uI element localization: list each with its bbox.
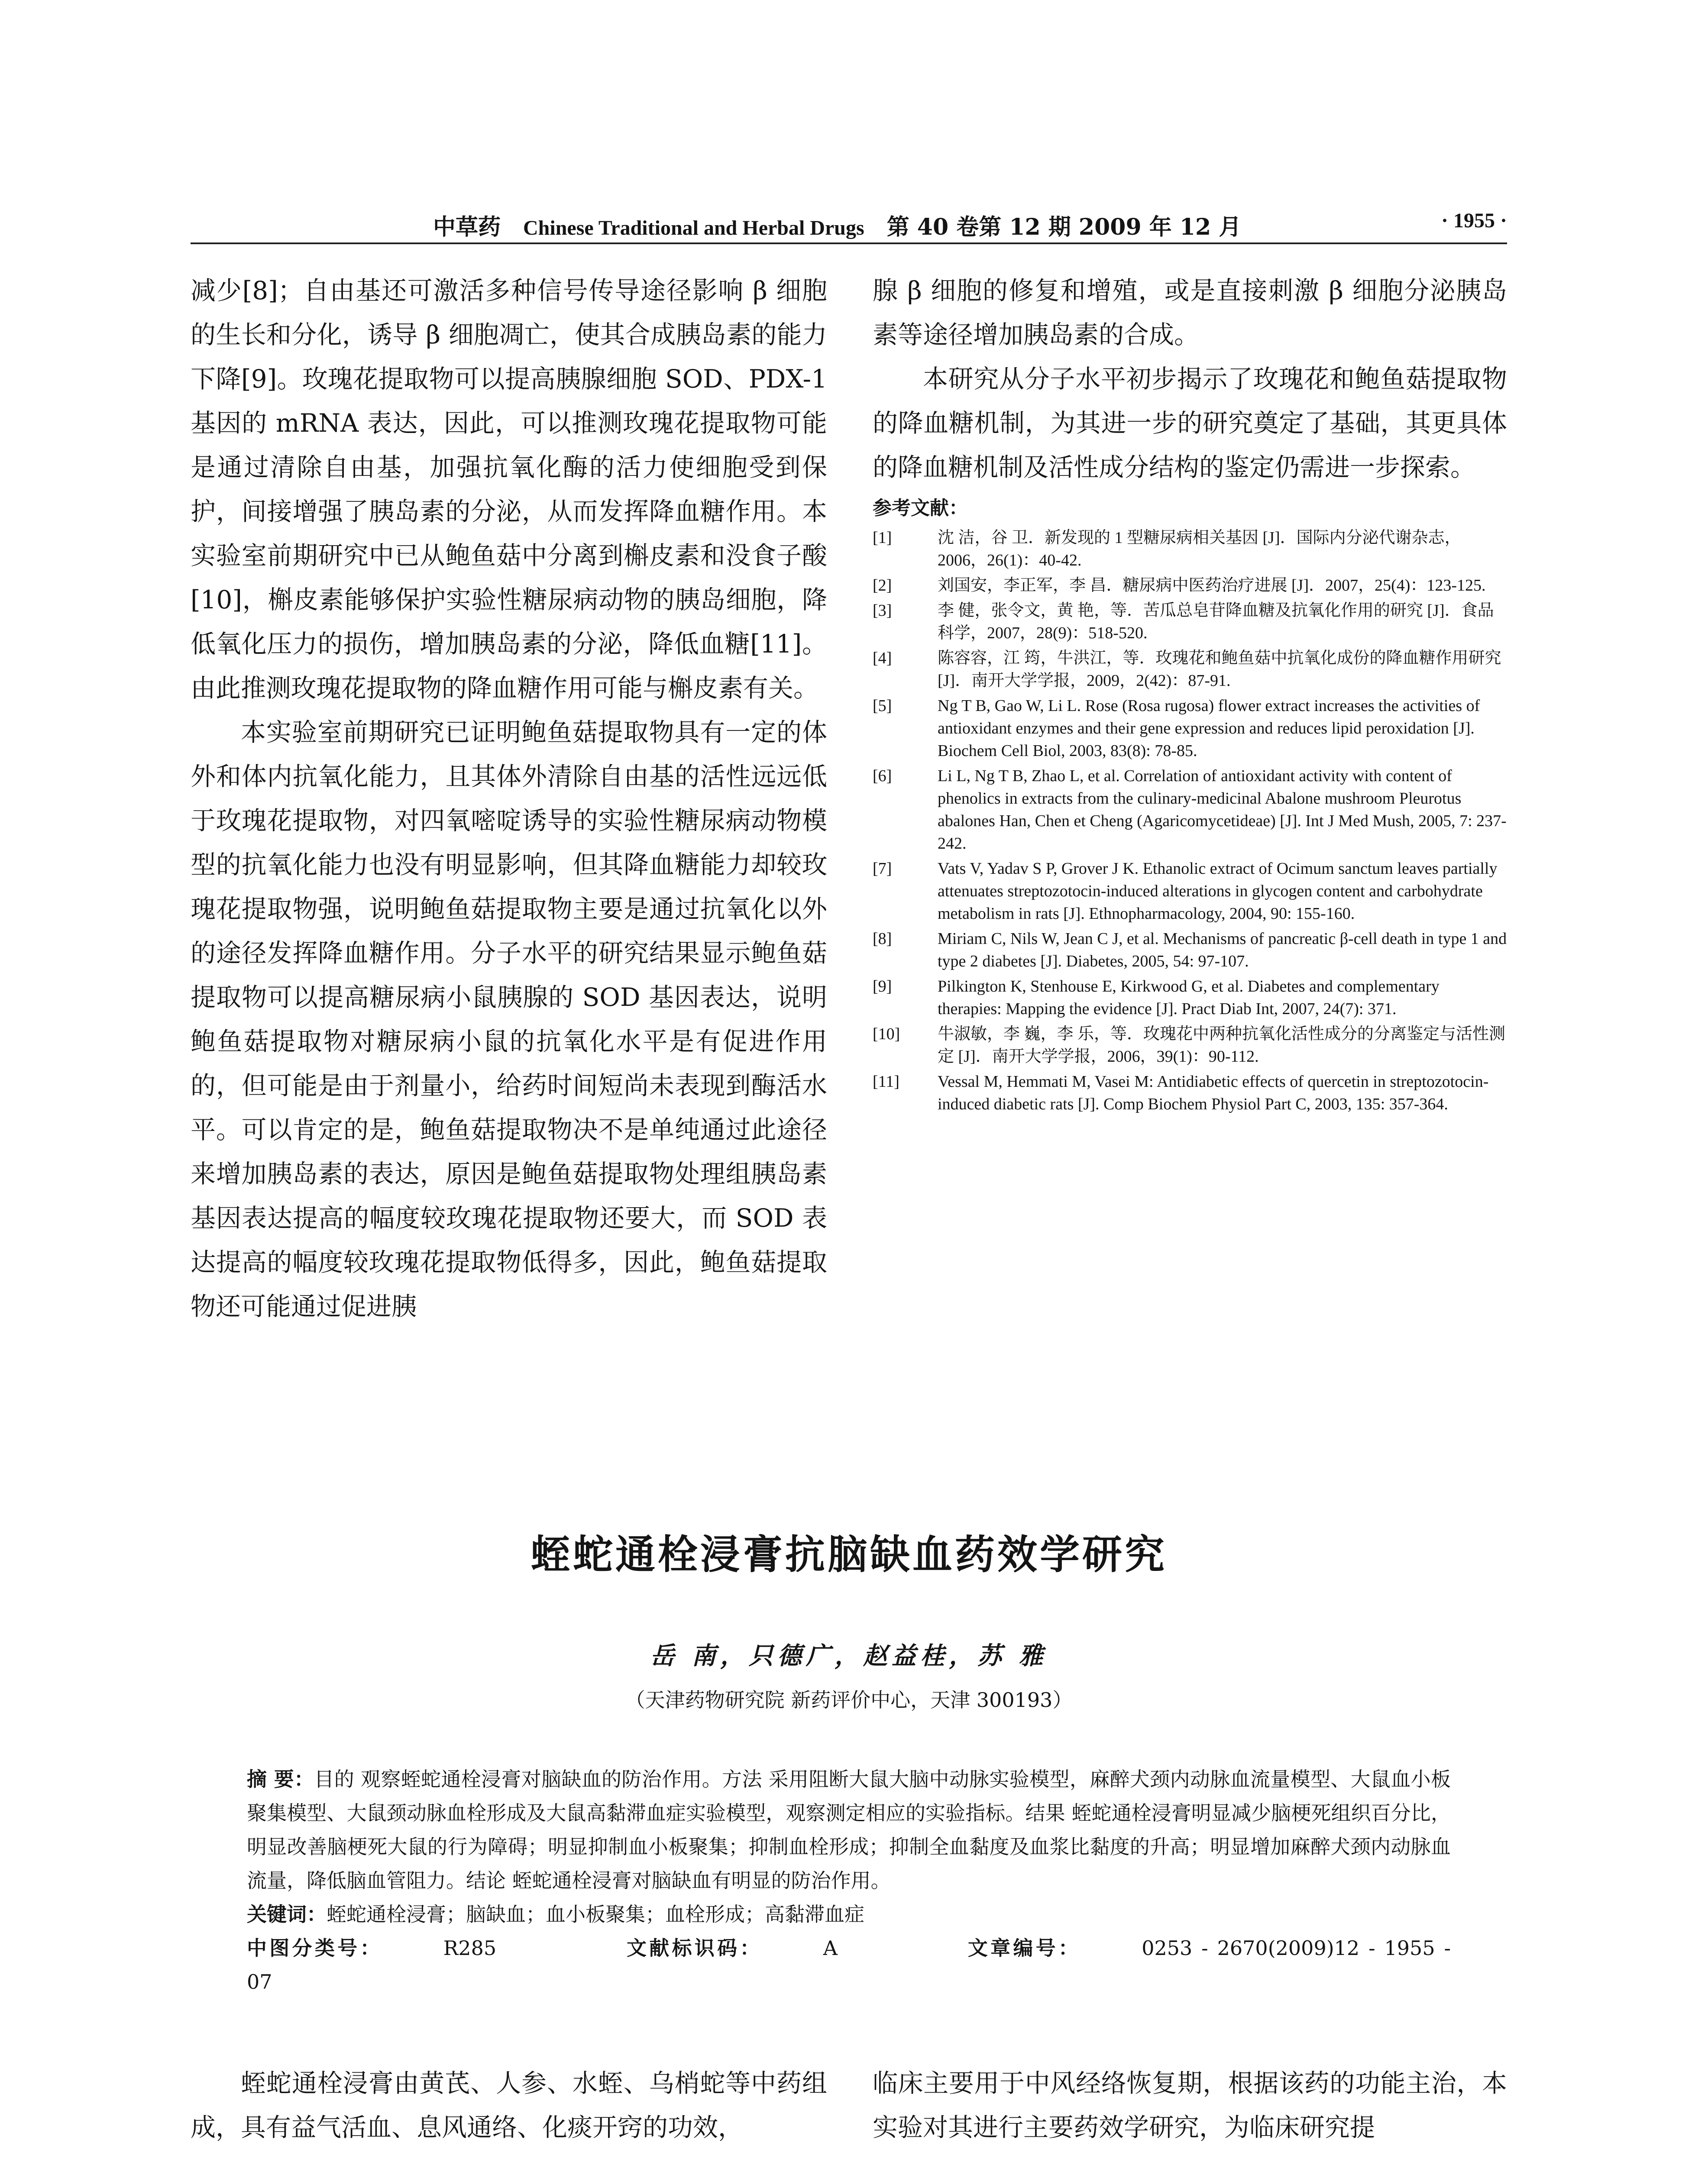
reference-item: [873, 975, 1507, 1020]
reference-number: [3]: [873, 601, 892, 620]
reference-text: Miriam C, Nils W, Jean C J, et al. Mechanisms of pancreatic β-cell death in type 1 and type 2 diabetes [J]. Diabetes, 2005, 54: 97-107.: [938, 930, 1507, 970]
right-column: [873, 268, 1507, 1118]
article-no-label: 文章编号：: [967, 1936, 1081, 1960]
doc-code-label: 文献标识码：: [627, 1936, 763, 1960]
reference-number: [9]: [873, 977, 892, 995]
reference-number: [1]: [873, 529, 892, 547]
article-body-left: [191, 2061, 827, 2149]
reference-text: Vats V, Yadav S P, Grover J K. Ethanolic extract of Ocimum sanctum leaves partially attenuates streptozotocin-induced alterations in glycogen content and carbohydrate metabolism in rats [J]. Ethnopharmacology, 2004, 90: 155-160.: [938, 860, 1498, 923]
reference-item: [873, 857, 1507, 925]
keywords-label: 关键词：: [247, 1903, 327, 1926]
reference-number: [6]: [873, 767, 892, 785]
keywords-line: [247, 1897, 1451, 1931]
clc-field: [247, 1936, 557, 1960]
article-title: 蛭蛇通栓浸膏抗脑缺血药效学研究: [530, 1531, 1167, 1578]
paragraph: 本研究从分子水平初步揭示了玫瑰花和鲍鱼菇提取物的降血糖机制，为其进一步的研究奠定了基础，其更具体的降血糖机制及活性成分结构的鉴定仍需进一步探索。: [873, 364, 1507, 482]
left-column: [191, 268, 827, 1328]
abstract-text: 目的 观察蛭蛇通栓浸膏对脑缺血的防治作用。方法 采用阻断大鼠大脑中动脉实验模型，麻醉犬颈内动脉血流量模型、大鼠血小板聚集模型、大鼠颈动脉血栓形成及大鼠高黏滞血症实验模型，观察测定相应的实验指标。结果 蛭蛇通栓浸膏明显减少脑梗死组织百分比，明显改善脑梗死大鼠的行为障碍；明显抑制血小板聚集；抑制血栓形成；抑制全血黏度及血浆比黏度的升高；明显增加麻醉犬颈内动脉血流量，降低脑血管阻力。结论 蛭蛇通栓浸膏对脑缺血有明显的防治作用。: [247, 1768, 1451, 1892]
reference-item: [873, 927, 1507, 973]
abstract: [247, 1762, 1451, 1897]
keywords: 蛭蛇通栓浸膏；脑缺血；血小板聚集；血栓形成；高黏滞血症: [327, 1903, 864, 1926]
issue-info: 第 40 卷第 12 期 2009 年 12 月: [886, 214, 1242, 240]
reference-number: [4]: [873, 649, 892, 667]
abstract-label: 摘 要：: [247, 1768, 314, 1791]
reference-text: 陈容容，江 筠，牛洪江，等．玫瑰花和鲍鱼菇中抗氧化成份的降血糖作用研究 [J]．南开大学学报，2009，2(42)：87-91.: [938, 649, 1501, 690]
paragraph: 腺 β 细胞的修复和增殖，或是直接刺激 β 细胞分泌胰岛素等途径增加胰岛素的合成。: [873, 276, 1507, 349]
reference-number: [8]: [873, 930, 892, 948]
doc-code-field: [627, 1936, 898, 1960]
journal-name-cn: 中草药: [433, 214, 501, 240]
reference-number: [5]: [873, 697, 892, 715]
abstract-block: [247, 1762, 1451, 1999]
reference-number: [10]: [873, 1025, 900, 1043]
reference-item: [873, 527, 1507, 572]
reference-text: Li L, Ng T B, Zhao L, et al. Correlation of antioxidant activity with content of phenolics in extracts from the culinary-medicinal Abalone mushroom Pleurotus abalones Han, Chen et Cheng (Agaricomycetideae) [J]. Int J Med Mush, 2005, 7: 237-242.: [938, 767, 1507, 853]
reference-item: [873, 1070, 1507, 1115]
reference-number: [7]: [873, 860, 892, 878]
references-heading: 参考文献：: [873, 497, 968, 519]
reference-text: 刘国安，李正军，李 昌．糖尿病中医药治疗进展 [J]．2007，25(4)：123-125.: [938, 576, 1486, 595]
journal-name-en: Chinese Traditional and Herbal Drugs: [523, 216, 864, 239]
article-authors: 岳 南，只德广，赵益桂，苏 雅: [650, 1642, 1048, 1670]
reference-item: [873, 695, 1507, 762]
reference-item: [873, 574, 1507, 597]
reference-text: 牛淑敏，李 巍，李 乐，等．玫瑰花中两种抗氧化活性成分的分离鉴定与活性测定 [J]．南开大学学报，2006，39(1)：90-112.: [938, 1025, 1506, 1066]
article-affiliation: （天津药物研究院 新药评价中心，天津 300193）: [625, 1688, 1073, 1712]
reference-text: 李 健，张令文，黄 艳，等．苦瓜总皂苷降血糖及抗氧化作用的研究 [J]．食品科学，2007，28(9)：518-520.: [938, 601, 1494, 642]
classification-line: [247, 1931, 1451, 1999]
clc-label: 中图分类号：: [247, 1936, 383, 1960]
reference-number: [11]: [873, 1073, 899, 1091]
reference-item: [873, 647, 1507, 692]
article-no-value: 0253 - 2670(2009)12 - 1955 - 07: [247, 1936, 1451, 1994]
paragraph: 减少[8]；自由基还可激活多种信号传导途径影响 β 细胞的生长和分化，诱导 β 细胞凋亡，使其合成胰岛素的能力下降[9]。玫瑰花提取物可以提高胰腺细胞 SOD、PDX-1 基因的 mRNA 表达，因此，可以推测玫瑰花提取物可能是通过清除自由基，加强抗氧化酶的活力使细胞受到保护，间接增强了胰岛素的分泌，从而发挥降血糖作用。本实验室前期研究中已从鲍鱼菇中分离到槲皮素和没食子酸[10]，槲皮素能够保护实验性糖尿病动物的胰岛细胞，降低氧化压力的损伤，增加胰岛素的分泌，降低血糖[11]。由此推测玫瑰花提取物的降血糖作用可能与槲皮素有关。: [191, 276, 827, 703]
reference-item: [873, 765, 1507, 855]
reference-text: Vessal M, Hemmati M, Vasei M: Antidiabetic effects of quercetin in streptozotocin-induced diabetic rats [J]. Comp Biochem Physiol Part C, 2003, 135: 357-364.: [938, 1073, 1489, 1113]
reference-item: [873, 1023, 1507, 1068]
article-body-right: [873, 2061, 1507, 2149]
reference-number: [2]: [873, 576, 892, 595]
clc-value: R285: [443, 1936, 497, 1960]
paragraph: 临床主要用于中风经络恢复期，根据该药的功能主治，本实验对其进行主要药效学研究，为临床研究提: [873, 2068, 1507, 2142]
reference-text: Ng T B, Gao W, Li L. Rose (Rosa rugosa) flower extract increases the activities of antioxidant enzymes and their gene expression and reduces lipid peroxidation [J]. Biochem Cell Biol, 2003, 83(8): 78-85.: [938, 697, 1480, 760]
page-number: · 1955 ·: [1441, 209, 1507, 232]
journal-line: [433, 209, 1258, 241]
reference-item: [873, 599, 1507, 644]
reference-text: 沈 洁，谷 卫．新发现的 1 型糖尿病相关基因 [J]．国际内分泌代谢杂志，2006，26(1)：40-42.: [938, 529, 1461, 569]
reference-text: Pilkington K, Stenhouse E, Kirkwood G, et al. Diabetes and complementary therapies: Mapping the evidence [J]. Pract Diab Int, 2007, 24(7): 371.: [938, 977, 1440, 1018]
running-header: [191, 204, 1507, 244]
paragraph: 本实验室前期研究已证明鲍鱼菇提取物具有一定的体外和体内抗氧化能力，且其体外清除自由基的活性远远低于玫瑰花提取物，对四氧嘧啶诱导的实验性糖尿病动物模型的抗氧化能力也没有明显影响，但其降血糖能力却较玫瑰花提取物强，说明鲍鱼菇提取物主要是通过抗氧化以外的途径发挥降血糖作用。分子水平的研究结果显示鲍鱼菇提取物可以提高糖尿病小鼠胰腺的 SOD 基因表达，说明鲍鱼菇提取物对糖尿病小鼠的抗氧化水平是有促进作用的，但可能是由于剂量小，给药时间短尚未表现到酶活水平。可以肯定的是，鲍鱼菇提取物决不是单纯通过此途径来增加胰岛素的表达，原因是鲍鱼菇提取物处理组胰岛素基因表达提高的幅度较玫瑰花提取物还要大，而 SOD 表达提高的幅度较玫瑰花提取物低得多，因此，鲍鱼菇提取物还可能通过促进胰: [191, 717, 827, 1321]
references-list: [873, 527, 1507, 1115]
doc-code-value: A: [823, 1936, 838, 1960]
article-header: [191, 1524, 1507, 1713]
paragraph: 蛭蛇通栓浸膏由黄芪、人参、水蛭、乌梢蛇等中药组成，具有益气活血、息风通络、化痰开窍的功效，: [191, 2068, 827, 2142]
